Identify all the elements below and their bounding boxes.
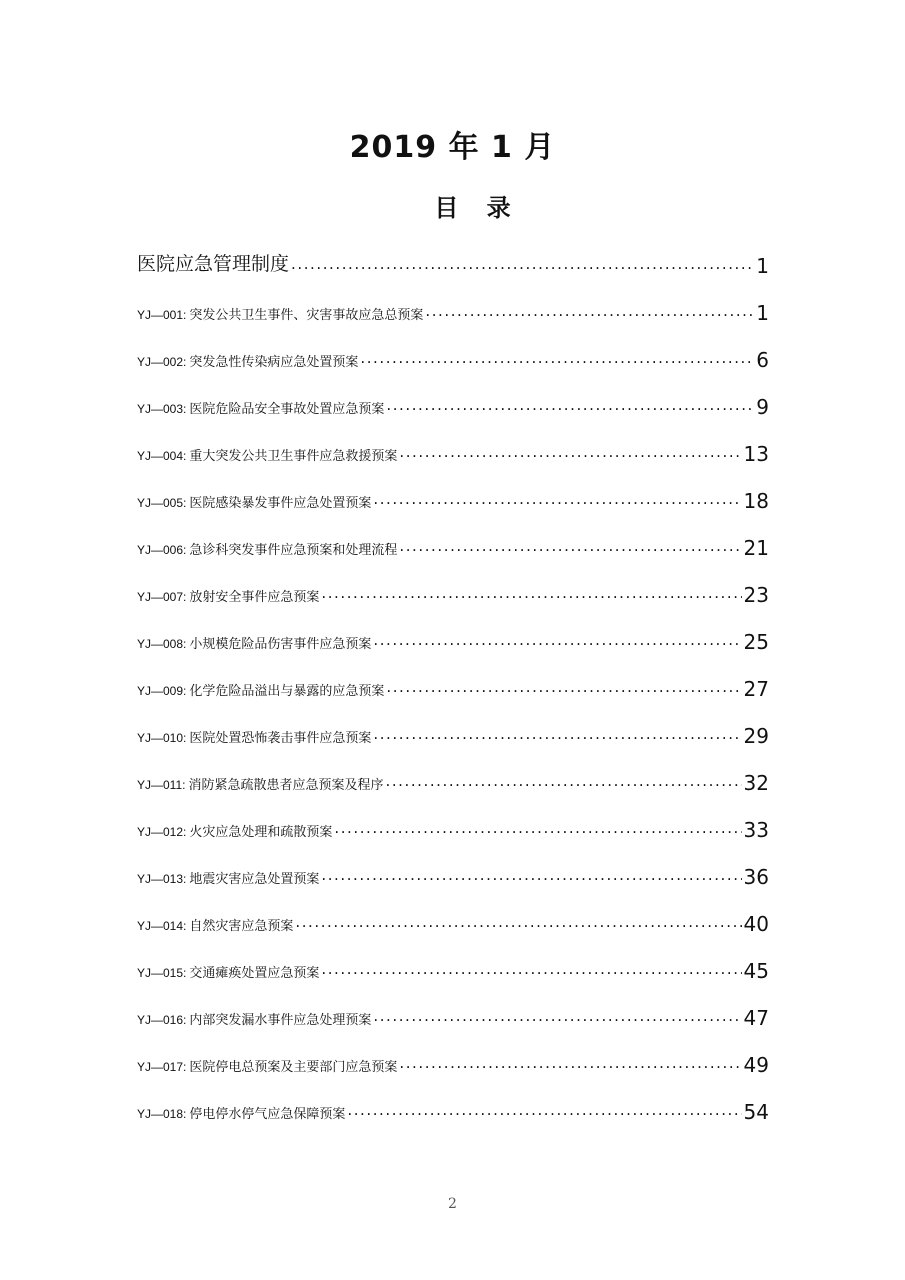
toc-section-title: 医院应急管理制度 [137, 253, 290, 275]
footer-page-number: 2 [448, 1196, 457, 1212]
toc-dot-leader [373, 489, 741, 508]
toc-entry-page: 36 [743, 865, 769, 889]
toc-entry-row[interactable] [137, 370, 769, 417]
toc-entry-page: 45 [743, 959, 769, 983]
toc-entry-row[interactable] [137, 464, 769, 511]
toc-section-row[interactable] [137, 242, 769, 276]
toc-entry-title: 医院感染暴发事件应急处置预案 [189, 496, 372, 511]
toc-dot-leader [386, 395, 754, 414]
toc-entry-row[interactable] [137, 793, 769, 840]
toc-entry-title: 地震灾害应急处置预案 [189, 872, 320, 887]
toc-entry-page: 1 [756, 301, 769, 325]
toc-section-label [137, 249, 289, 276]
toc-entry-page: 9 [756, 395, 769, 419]
toc-entry-label [137, 398, 384, 417]
toc-entry-label [137, 680, 384, 699]
toc-entry-page: 47 [743, 1006, 769, 1030]
table-of-contents [137, 242, 769, 1122]
toc-entry-label [137, 633, 371, 652]
toc-entry-title: 交通瘫痪处置应急预案 [189, 966, 320, 981]
toc-dot-leader [373, 1006, 741, 1025]
toc-entry-page: 49 [743, 1053, 769, 1077]
toc-entry-label [137, 915, 293, 934]
toc-entry-row[interactable] [137, 276, 769, 323]
toc-dot-leader [347, 1100, 741, 1119]
toc-entry-code: YJ—004: [137, 449, 187, 463]
toc-dot-leader [373, 724, 741, 743]
toc-entry-title: 放射安全事件应急预案 [189, 590, 320, 605]
toc-entry-code: YJ—008: [137, 637, 187, 651]
toc-entry-title: 突发公共卫生事件、灾害事故应急总预案 [189, 308, 424, 323]
document-date-title: 2019 年 1 月 [349, 130, 556, 165]
toc-entry-page: 33 [743, 818, 769, 842]
toc-entry-page: 23 [743, 583, 769, 607]
toc-entry-row[interactable] [137, 887, 769, 934]
toc-entry-code: YJ—011: [137, 778, 186, 792]
toc-entry-title: 停电停水停气应急保障预案 [189, 1107, 346, 1122]
toc-entry-label [137, 445, 397, 464]
toc-entry-title: 医院处置恐怖袭击事件应急预案 [189, 731, 372, 746]
toc-entry-label [137, 962, 319, 981]
toc-entry-title: 小规模危险品伤害事件应急预案 [189, 637, 372, 652]
toc-entry-row[interactable] [137, 840, 769, 887]
toc-entry-row[interactable] [137, 558, 769, 605]
toc-entry-code: YJ—017: [137, 1060, 187, 1074]
toc-entry-page: 13 [743, 442, 769, 466]
toc-entry-code: YJ—002: [137, 355, 187, 369]
toc-entry-page: 6 [756, 348, 769, 372]
toc-entry-row[interactable] [137, 1028, 769, 1075]
toc-entry-code: YJ—005: [137, 496, 187, 510]
toc-entry-label [137, 868, 319, 887]
toc-dot-leader [399, 442, 741, 461]
toc-entry-row[interactable] [137, 511, 769, 558]
toc-entry-title: 突发急性传染病应急处置预案 [189, 355, 359, 370]
toc-entry-label [137, 727, 371, 746]
toc-entry-row[interactable] [137, 934, 769, 981]
toc-entry-code: YJ—018: [137, 1107, 187, 1121]
toc-entry-code: YJ—013: [137, 872, 187, 886]
toc-entry-page: 21 [743, 536, 769, 560]
toc-entry-code: YJ—006: [137, 543, 187, 557]
toc-dot-leader [386, 677, 741, 696]
toc-entry-title: 重大突发公共卫生事件应急救援预案 [189, 449, 398, 464]
toc-dot-leader [291, 254, 754, 273]
toc-entry-label [137, 586, 319, 605]
toc-entry-page: 27 [743, 677, 769, 701]
toc-entry-row[interactable] [137, 746, 769, 793]
toc-entry-page: 25 [743, 630, 769, 654]
toc-entry-title: 医院停电总预案及主要部门应急预案 [189, 1060, 398, 1075]
toc-entry-page: 32 [743, 771, 769, 795]
toc-entry-code: YJ—015: [137, 966, 187, 980]
toc-dot-leader [373, 630, 741, 649]
toc-entry-title: 医院危险品安全事故处置应急预案 [189, 402, 385, 417]
toc-dot-leader [399, 536, 741, 555]
toc-dot-leader [425, 301, 754, 320]
toc-dot-leader [321, 959, 741, 978]
toc-dot-leader [334, 818, 741, 837]
toc-entry-title: 化学危险品溢出与暴露的应急预案 [189, 684, 385, 699]
toc-entry-title: 火灾应急处理和疏散预案 [189, 825, 333, 840]
toc-entry-row[interactable] [137, 417, 769, 464]
toc-entry-code: YJ—012: [137, 825, 187, 839]
toc-entry-title: 消防紧急疏散患者应急预案及程序 [188, 778, 384, 793]
toc-entry-page: 40 [743, 912, 769, 936]
toc-entry-row[interactable] [137, 323, 769, 370]
toc-entry-label [137, 1103, 345, 1122]
toc-entry-label [137, 1056, 397, 1075]
toc-dot-leader [385, 771, 741, 790]
toc-entry-label [137, 351, 358, 370]
toc-entry-row[interactable] [137, 1075, 769, 1122]
toc-entry-label [137, 821, 332, 840]
toc-dot-leader [295, 912, 741, 931]
toc-entry-label [137, 492, 371, 511]
toc-entry-code: YJ—007: [137, 590, 187, 604]
toc-entry-page: 54 [743, 1100, 769, 1124]
toc-entry-page: 29 [743, 724, 769, 748]
toc-entry-page: 18 [743, 489, 769, 513]
toc-dot-leader [321, 865, 741, 884]
toc-entry-code: YJ—014: [137, 919, 187, 933]
toc-entry-row[interactable] [137, 652, 769, 699]
toc-entry-code: YJ—009: [137, 684, 187, 698]
toc-entry-list [137, 276, 769, 1122]
toc-entry-title: 自然灾害应急预案 [189, 919, 294, 934]
toc-entry-label [137, 304, 423, 323]
toc-section-page: 1 [756, 254, 769, 278]
toc-entry-label [137, 774, 383, 793]
toc-dot-leader [399, 1053, 741, 1072]
toc-entry-title: 急诊科突发事件应急预案和处理流程 [189, 543, 398, 558]
toc-dot-leader [360, 348, 754, 367]
toc-dot-leader [321, 583, 741, 602]
toc-entry-code: YJ—003: [137, 402, 187, 416]
toc-heading: 目 录 [434, 194, 521, 222]
toc-entry-title: 内部突发漏水事件应急处理预案 [189, 1013, 372, 1028]
toc-entry-row[interactable] [137, 605, 769, 652]
toc-entry-row[interactable] [137, 699, 769, 746]
toc-entry-code: YJ—010: [137, 731, 187, 745]
toc-entry-label [137, 1009, 371, 1028]
toc-entry-row[interactable] [137, 981, 769, 1028]
toc-entry-code: YJ—016: [137, 1013, 187, 1027]
toc-entry-code: YJ—001: [137, 308, 187, 322]
toc-entry-label [137, 539, 397, 558]
